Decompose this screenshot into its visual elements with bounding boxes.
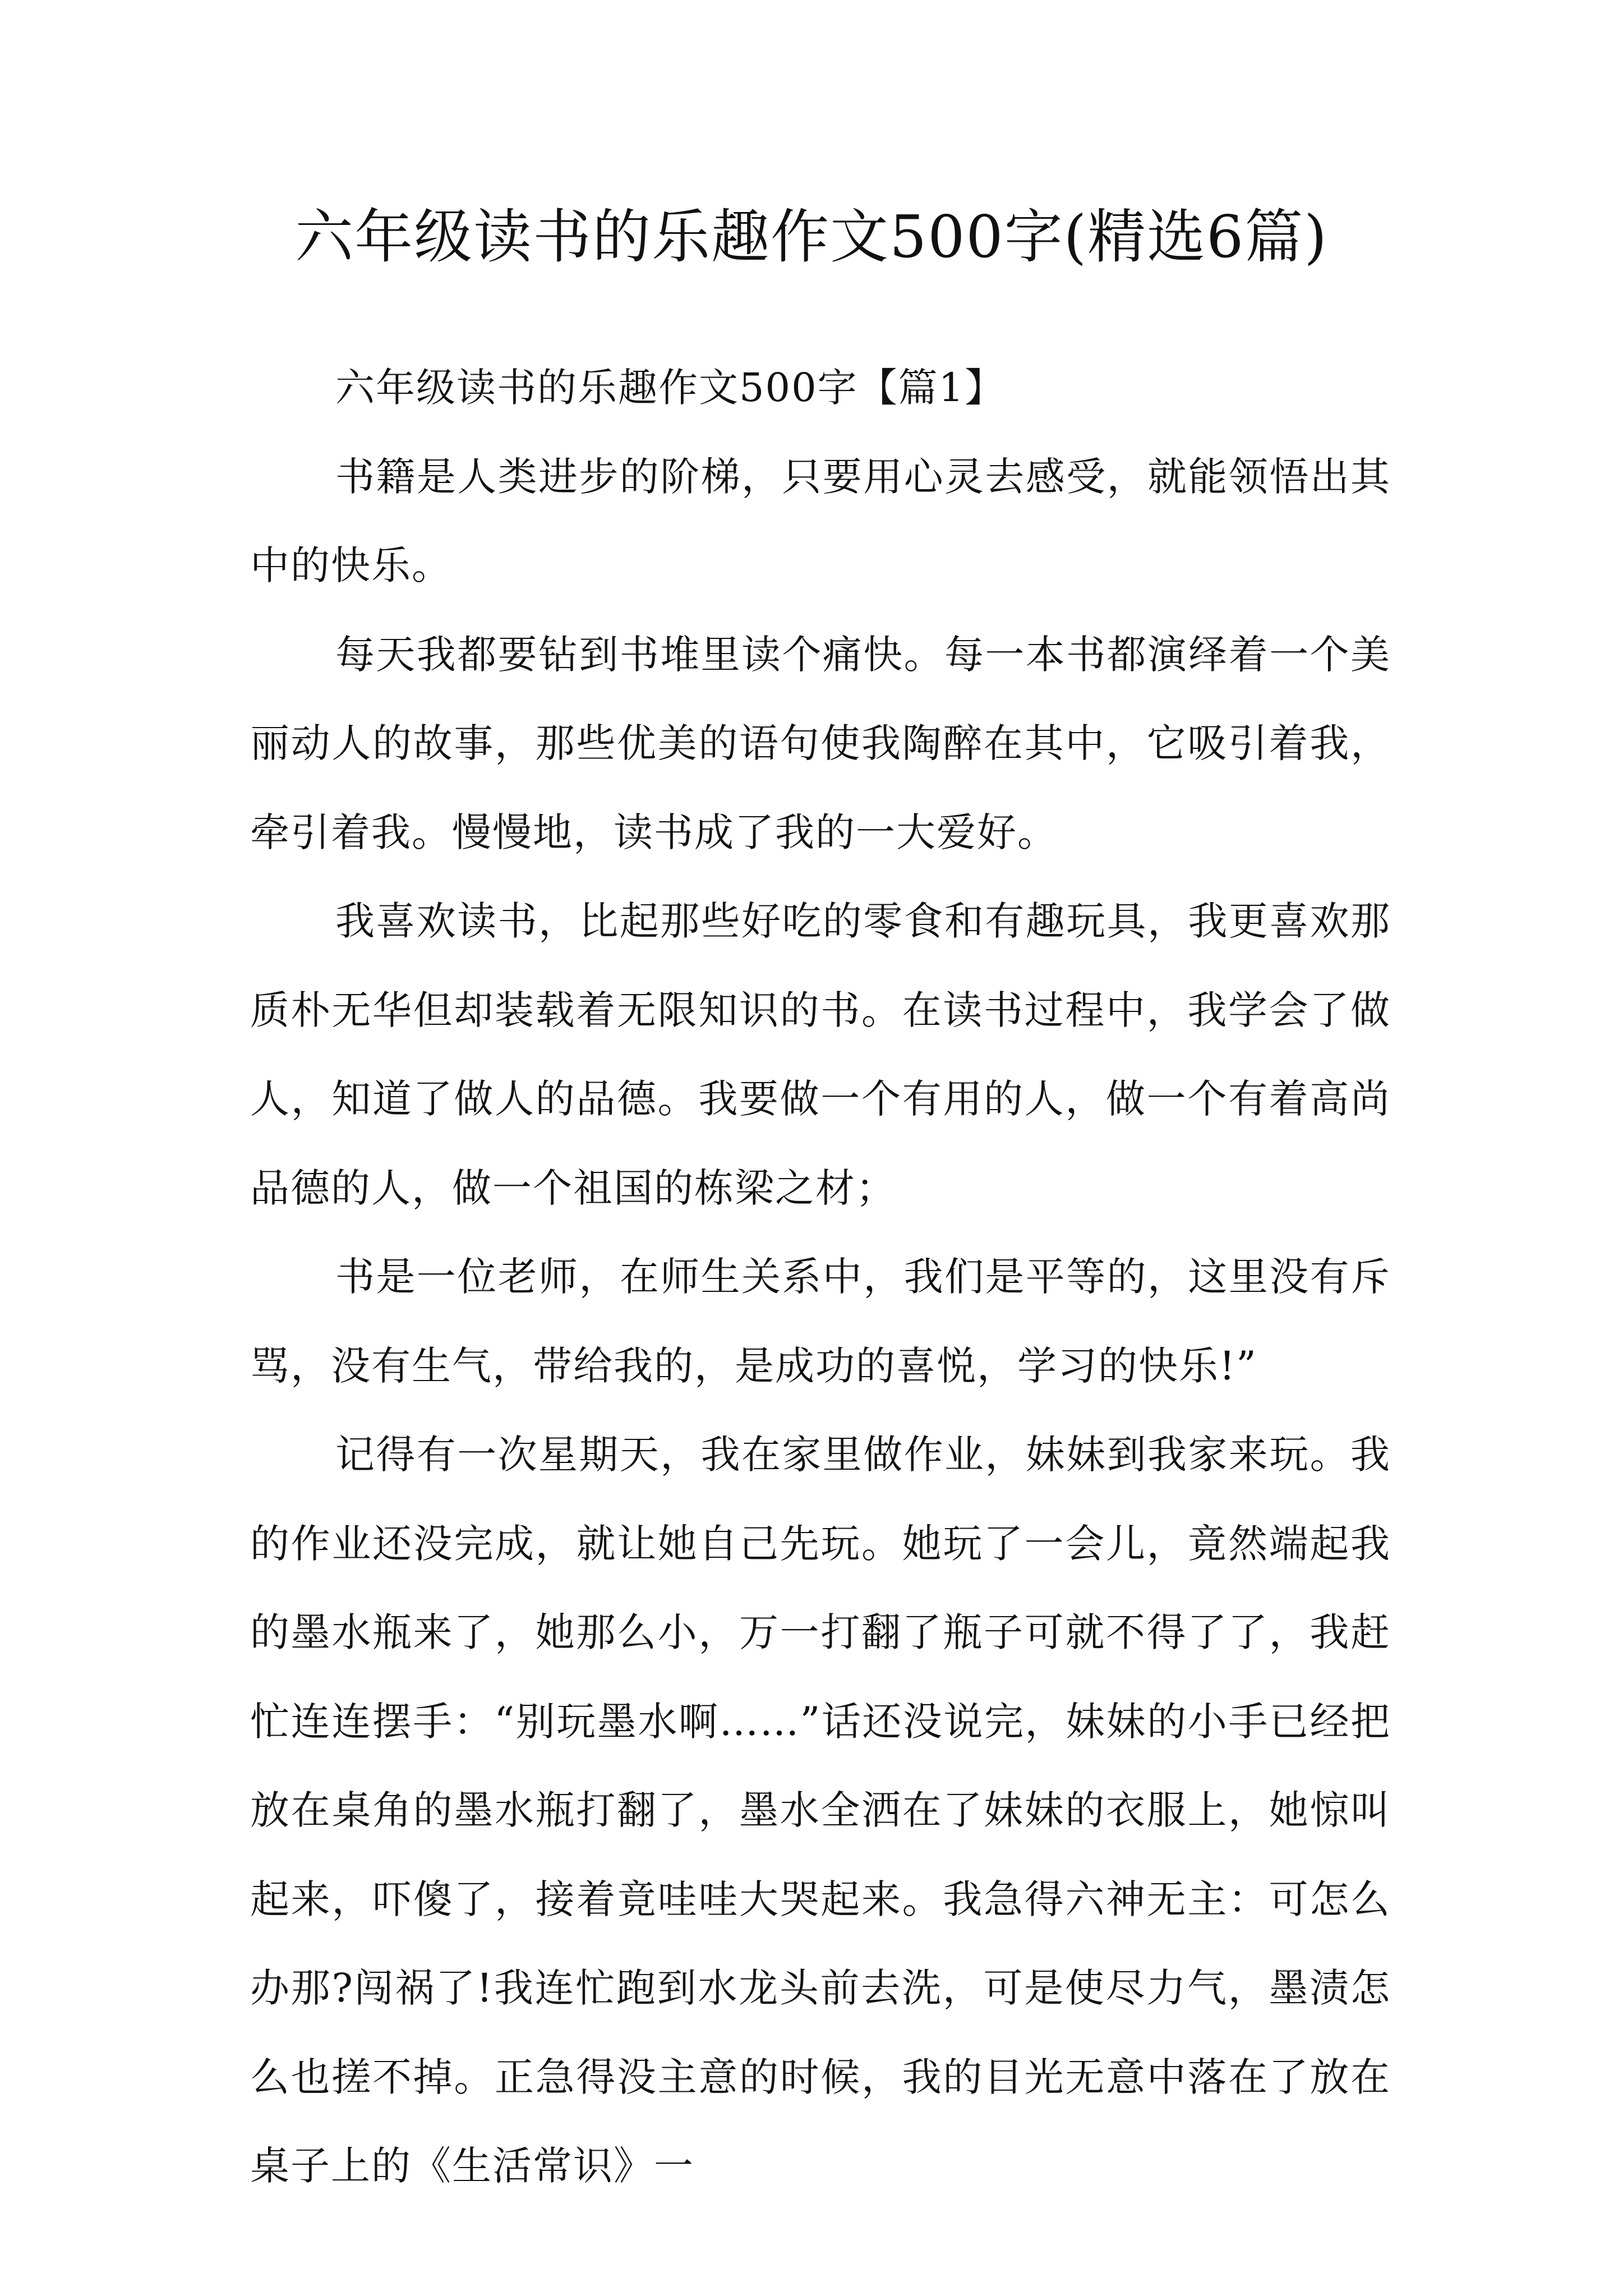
paragraph: 我喜欢读书，比起那些好吃的零食和有趣玩具，我更喜欢那质朴无华但却装载着无限知识的书。在读书过程中，我学会了做人，知道了做人的品德。我要做一个有用的人，做一个有着高尚品德的人，做一个祖国的栋梁之材； (250, 898, 1391, 1211)
paragraph: 书是一位老师，在师生关系中，我们是平等的，这里没有斥骂，没有生气，带给我的，是成功的喜悦，学习的快乐!” (250, 1254, 1391, 1389)
section-heading: 六年级读书的乐趣作文500字【篇1】 (335, 365, 1006, 411)
document-title: 六年级读书的乐趣作文500字(精选6篇) (295, 203, 1328, 271)
paragraph: 书籍是人类进步的阶梯，只要用心灵去感受，就能领悟出其中的快乐。 (250, 453, 1391, 588)
paragraph: 每天我都要钻到书堆里读个痛快。每一本书都演绎着一个美丽动人的故事，那些优美的语句使我陶醉在其中，它吸引着我，牵引着我。慢慢地，读书成了我的一大爱好。 (250, 631, 1391, 855)
paragraph: 记得有一次星期天，我在家里做作业，妹妹到我家来玩。我的作业还没完成，就让她自己先玩。她玩了一会儿，竟然端起我的墨水瓶来了，她那么小，万一打翻了瓶子可就不得了了，我赶忙连连摆手：“别玩墨水啊……”话还没说完，妹妹的小手已经把放在桌角的墨水瓶打翻了，墨水全洒在了妹妹的衣服上，她惊叫起来，吓傻了，接着竟哇哇大哭起来。我急得六神无主：可怎么办那?闯祸了!我连忙跑到水龙头前去洗，可是使尽力气，墨渍怎么也搓不掉。正急得没主意的时候，我的目光无意中落在了放在桌子上的《生活常识》一 (250, 1432, 1391, 2189)
document-body (250, 343, 1391, 2211)
